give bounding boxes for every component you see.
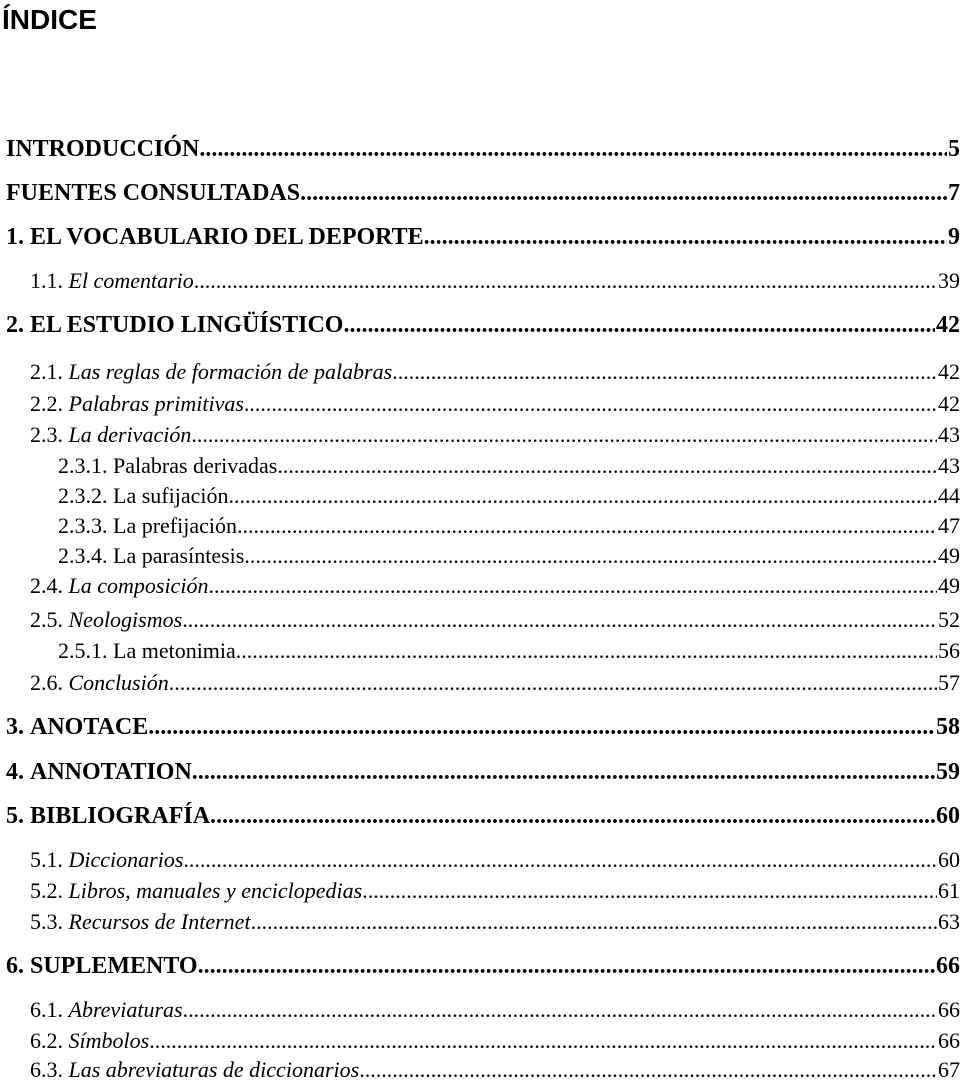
toc-entry-label: Palabras derivadas [113,453,278,478]
toc-dot-leader [183,845,937,875]
toc-entry-label: La parasíntesis [113,543,245,568]
toc-dot-leader [169,668,937,698]
toc-entry-number: 2.4. [30,573,69,598]
toc-entry-number: 2.3.4. [58,543,113,568]
toc-entry-2-3-4[interactable] [58,541,960,571]
toc-entry-number: 2.5.1. [58,638,113,663]
toc-entry-1-1[interactable] [30,266,960,296]
toc-entry-label: Las reglas de formación de palabras [68,359,393,384]
toc-entry-label: Las abreviaturas de diccionarios [68,1057,360,1082]
toc-entry-2[interactable] [6,310,960,340]
toc-entry-page: 42 [938,359,960,384]
toc-entry-3[interactable] [6,712,960,742]
toc-dot-leader [251,907,937,937]
toc-entry-page: 7 [948,180,960,206]
toc-entry-2-3[interactable] [30,420,960,450]
toc-entry-6[interactable] [6,951,960,981]
toc-entry-number: 2.1. [30,359,69,384]
toc-entry-number: 5.2. [30,878,69,903]
toc-entry-2-5-1[interactable] [58,636,960,666]
toc-entry-page: 52 [938,607,960,632]
toc-entry-introduccion[interactable] [6,134,960,164]
toc-entry-5-3[interactable] [30,907,960,937]
toc-entry-6-3[interactable] [30,1055,960,1085]
toc-entry-number: 5. [6,803,30,829]
toc-entry-page: 63 [938,909,960,934]
toc-dot-leader [199,134,947,164]
toc-entry-number: 6. [6,953,30,979]
toc-entry-label: El comentario [68,268,194,293]
toc-entry-number: 5.1. [30,847,69,872]
toc-entry-2-3-3[interactable] [58,511,960,541]
toc-dot-leader [194,266,937,296]
toc-entry-6-2[interactable] [30,1026,960,1056]
toc-entry-number: 4. [6,759,30,785]
toc-entry-label: EL ESTUDIO LINGÜÍSTICO [30,312,344,338]
toc-dot-leader [191,420,937,450]
toc-entry-page: 60 [938,847,960,872]
toc-entry-page: 58 [936,714,960,740]
toc-entry-5-2[interactable] [30,876,960,906]
toc-entry-label: Abreviaturas [68,997,183,1022]
toc-dot-leader [343,310,935,340]
toc-entry-page: 60 [936,803,960,829]
toc-entry-number: 2.6. [30,670,69,695]
toc-entry-label: ANOTACE [30,714,149,740]
toc-entry-page: 47 [938,513,960,538]
toc-entry-label: INTRODUCCIÓN [6,136,200,162]
page-title: ÍNDICE [2,4,97,35]
toc-entry-label: La prefijación [113,513,237,538]
toc-entry-page: 5 [948,136,960,162]
toc-entry-6-1[interactable] [30,995,960,1025]
toc-entry-label: Neologismos [68,607,183,632]
toc-entry-2-1[interactable] [30,357,960,387]
toc-entry-label: La sufijación [113,483,229,508]
toc-entry-number: 5.3. [30,909,69,934]
toc-entry-1[interactable] [6,222,960,252]
toc-entry-2-2[interactable] [30,389,960,419]
toc-dot-leader [208,571,937,601]
toc-entry-number: 6.2. [30,1028,69,1053]
toc-entry-2-3-2[interactable] [58,481,960,511]
toc-entry-page: 44 [938,483,960,508]
toc-entry-number: 6.3. [30,1057,69,1082]
toc-entry-fuentes[interactable] [6,178,960,208]
toc-entry-label: SUPLEMENTO [30,953,198,979]
toc-entry-page: 39 [938,268,960,293]
toc-entry-page: 43 [938,422,960,447]
toc-entry-2-4[interactable] [30,571,960,601]
toc-entry-label: Libros, manuales y enciclopedias [68,878,363,903]
toc-entry-page: 42 [938,391,960,416]
toc-entry-page: 66 [938,1028,960,1053]
toc-entry-label: Conclusión [68,670,169,695]
toc-entry-page: 43 [938,453,960,478]
toc-entry-number: 1.1. [30,268,69,293]
toc-entry-page: 49 [938,543,960,568]
toc-dot-leader [362,876,937,906]
toc-dot-leader [236,636,937,666]
toc-entry-number: 2.3.1. [58,453,113,478]
toc-entry-page: 67 [938,1057,960,1082]
toc-dot-leader [244,389,937,419]
toc-entry-label: ANNOTATION [30,759,192,785]
toc-dot-leader [149,1026,937,1056]
toc-entry-page: 66 [938,997,960,1022]
toc-entry-label: FUENTES CONSULTADAS [6,180,301,206]
toc-entry-2-5[interactable] [30,605,960,635]
toc-entry-number: 2.5. [30,607,69,632]
toc-entry-4[interactable] [6,757,960,787]
toc-entry-number: 2.2. [30,391,69,416]
toc-dot-leader [424,222,947,252]
toc-entry-2-6[interactable] [30,668,960,698]
toc-entry-page: 56 [938,638,960,663]
toc-entry-page: 42 [936,312,960,338]
toc-entry-number: 6.1. [30,997,69,1022]
toc-dot-leader [192,757,935,787]
toc-entry-label: Palabras primitivas [68,391,244,416]
toc-dot-leader [244,541,937,571]
toc-entry-number: 2.3. [30,422,69,447]
toc-entry-label: Diccionarios [68,847,184,872]
toc-entry-number: 1. [6,224,30,250]
toc-dot-leader [300,178,947,208]
toc-entry-number: 2. [6,312,30,338]
toc-dot-leader [228,481,937,511]
toc-entry-label: Símbolos [68,1028,150,1053]
toc-dot-leader [148,712,935,742]
toc-entry-number: 2.3.3. [58,513,113,538]
toc-dot-leader [182,605,937,635]
toc-entry-number: 3. [6,714,30,740]
toc-dot-leader [277,451,937,481]
toc-entry-page: 61 [938,878,960,903]
toc-entry-label: EL VOCABULARIO DEL DEPORTE [30,224,424,250]
toc-entry-label: La composición [68,573,209,598]
toc-entry-label: La derivación [68,422,192,447]
toc-entry-page: 66 [936,953,960,979]
toc-entry-label: La metonimia [113,638,236,663]
toc-entry-page: 57 [938,670,960,695]
toc-entry-page: 49 [938,573,960,598]
toc-entry-label: Recursos de Internet [68,909,251,934]
toc-dot-leader [210,801,935,831]
toc-dot-leader [198,951,935,981]
toc-entry-5-1[interactable] [30,845,960,875]
toc-dot-leader [392,357,937,387]
toc-entry-2-3-1[interactable] [58,451,960,481]
toc-dot-leader [237,511,937,541]
toc-dot-leader [359,1055,937,1085]
toc-entry-5[interactable] [6,801,960,831]
toc-entry-page: 59 [936,759,960,785]
toc-entry-page: 9 [948,224,960,250]
toc-entry-number: 2.3.2. [58,483,113,508]
toc-entry-label: BIBLIOGRAFÍA [30,803,211,829]
toc-dot-leader [183,995,937,1025]
